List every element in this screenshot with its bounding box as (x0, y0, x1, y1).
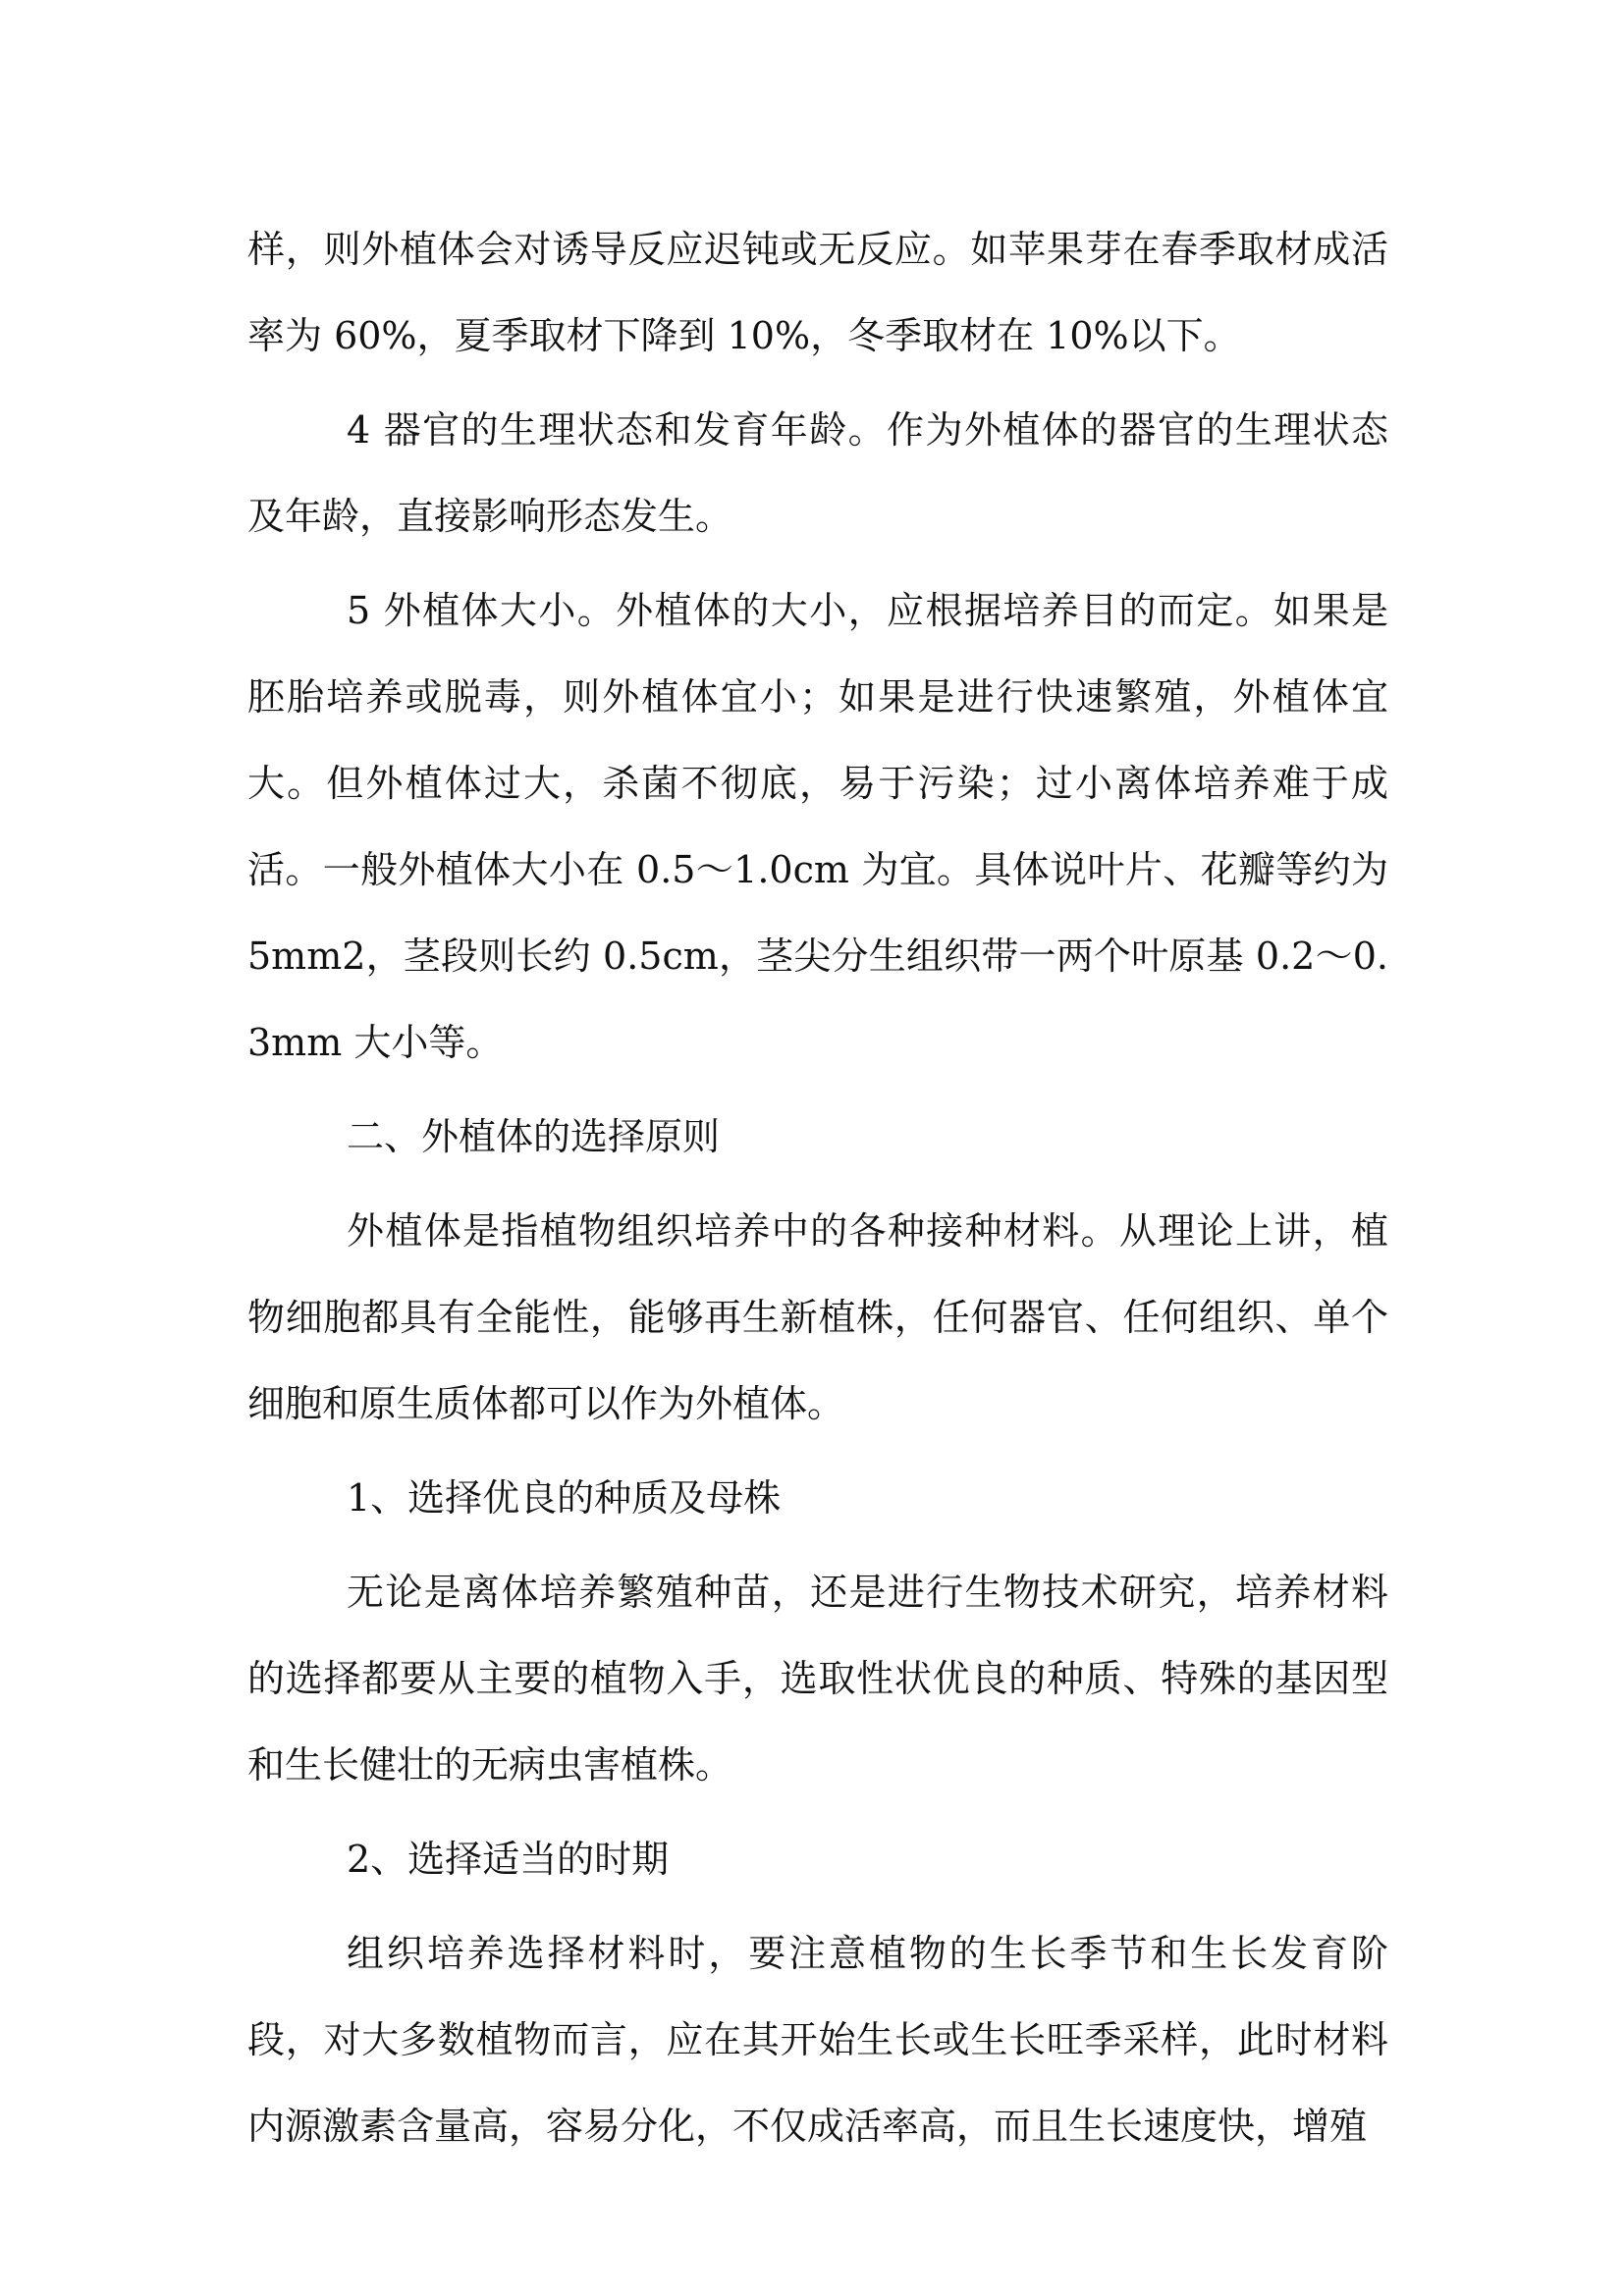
paragraph-explant-size: 5 外植体大小。外植体的大小，应根据培养目的而定。如果是胚胎培养或脱毒，则外植体宜小；如果是进行快速繁殖，外植体宜大。但外植体过大，杀菌不彻底，易于污染；过小离体培养难于成活。一般外植体大小在 0.5～1.0cm 为宜。具体说叶片、花瓣等约为 5mm2，茎段则长约 0.5cm，茎尖分生组织带一两个叶原基 0.2～0.3mm 大小等。 (247, 589, 1388, 1064)
subheading-select-germplasm: 1、选择优良的种质及母株 (347, 1476, 782, 1520)
paragraph-continued-sampling-season: 样，则外植体会对诱导反应迟钝或无反应。如苹果芽在春季取材成活率为 60%，夏季取材下降到 10%，冬季取材在 10%以下。 (247, 228, 1388, 357)
paragraph-period-selection: 组织培养选择材料时，要注意植物的生长季节和生长发育阶段，对大多数植物而言，应在其开始生长或生长旺季采样，此时材料内源激素含量高，容易分化，不仅成活率高，而且生长速度快，增殖 (247, 1932, 1388, 2148)
section-heading-selection-principles: 二、外植体的选择原则 (347, 1115, 721, 1158)
paragraph-germplasm-selection: 无论是离体培养繁殖种苗，还是进行生物技术研究，培养材料的选择都要从主要的植物入手，选取性状优良的种质、特殊的基因型和生长健壮的无病虫害植株。 (247, 1571, 1388, 1787)
paragraph-explant-definition: 外植体是指植物组织培养中的各种接种材料。从理论上讲，植物细胞都具有全能性，能够再生新植株，任何器官、任何组织、单个细胞和原生质体都可以作为外植体。 (247, 1209, 1388, 1425)
subheading-select-period: 2、选择适当的时期 (347, 1838, 670, 1881)
body-text (247, 206, 1388, 2177)
paragraph-organ-physiology: 4 器官的生理状态和发育年龄。作为外植体的器官的生理状态及年龄，直接影响形态发生。 (247, 408, 1388, 538)
